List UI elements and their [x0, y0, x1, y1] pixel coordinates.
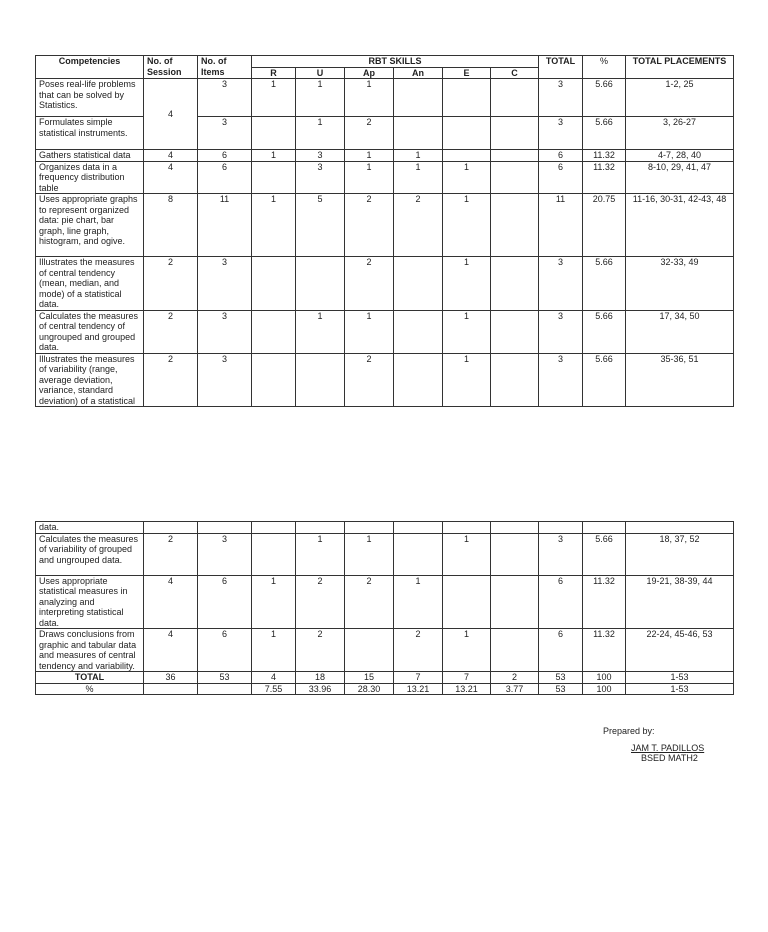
skill-c-cell — [491, 79, 539, 117]
session-cell: 2 — [144, 257, 198, 311]
total-cell: 3 — [539, 353, 583, 407]
competency-cell: Calculates the measures of central tendency of ungrouped and grouped data. — [36, 310, 144, 353]
skill-ap-cell: 1 — [345, 533, 394, 575]
skill-c-cell — [491, 310, 539, 353]
skill-an-cell — [394, 79, 443, 117]
header-total-placements: TOTAL PLACEMENTS — [626, 56, 734, 79]
skill-c-cell: 2 — [491, 672, 539, 684]
header-skill-ap: Ap — [345, 67, 394, 79]
preparer-name: JAM T. PADILLOS — [631, 743, 705, 753]
placements-cell: 17, 34, 50 — [626, 310, 734, 353]
skill-an-cell: 7 — [394, 672, 443, 684]
skill-r-cell: 1 — [252, 194, 296, 257]
total-cell: 3 — [539, 117, 583, 150]
skill-an-cell: 1 — [394, 161, 443, 194]
skill-e-cell: 1 — [443, 310, 491, 353]
header-skill-an: An — [394, 67, 443, 79]
competency-cell: Uses appropriate graphs to represent organized data: pie chart, bar graph, line graph, histogram, and ogive. — [36, 194, 144, 257]
skill-ap-cell: 2 — [345, 575, 394, 629]
total-cell: 3 — [539, 257, 583, 311]
skill-r-cell: 7.55 — [252, 683, 296, 695]
placements-cell: 3, 26-27 — [626, 117, 734, 150]
skill-e-cell: 1 — [443, 161, 491, 194]
session-cell: 8 — [144, 194, 198, 257]
skill-c-cell — [491, 257, 539, 311]
placements-cell: 18, 37, 52 — [626, 533, 734, 575]
skill-an-cell: 2 — [394, 194, 443, 257]
header-skill-e: E — [443, 67, 491, 79]
skill-u-cell: 33.96 — [296, 683, 345, 695]
skill-ap-cell: 2 — [345, 353, 394, 407]
skill-c-cell — [491, 150, 539, 162]
header-no-of-session: No. of Session — [144, 56, 198, 79]
items-cell: 3 — [198, 533, 252, 575]
percent-cell: 100 — [583, 683, 626, 695]
table-row — [36, 194, 734, 257]
total-cell: 53 — [539, 672, 583, 684]
skill-r-cell — [252, 533, 296, 575]
skill-ap-cell: 2 — [345, 117, 394, 150]
percent-cell: 20.75 — [583, 194, 626, 257]
header-skill-c: C — [491, 67, 539, 79]
skill-u-cell: 1 — [296, 117, 345, 150]
skill-e-cell: 1 — [443, 353, 491, 407]
skill-r-cell: 1 — [252, 150, 296, 162]
items-cell: 6 — [198, 575, 252, 629]
tos-table-part2 — [35, 521, 734, 695]
session-cell: 4 — [144, 150, 198, 162]
skill-an-cell — [394, 533, 443, 575]
items-cell: 6 — [198, 150, 252, 162]
skill-ap-cell: 2 — [345, 194, 394, 257]
skill-e-cell: 1 — [443, 194, 491, 257]
table-row — [36, 629, 734, 672]
preparer-title: BSED MATH2 — [641, 753, 698, 763]
session-cell: 4 — [144, 161, 198, 194]
placements-cell: 19-21, 38-39, 44 — [626, 575, 734, 629]
competency-cell: Poses real-life problems that can be solved by Statistics. — [36, 79, 144, 117]
skill-u-cell: 1 — [296, 310, 345, 353]
competency-continuation-cell: data. — [36, 522, 144, 534]
percent-cell: 11.32 — [583, 161, 626, 194]
skill-u-cell: 2 — [296, 629, 345, 672]
items-cell: 3 — [198, 79, 252, 117]
placements-cell: 1-2, 25 — [626, 79, 734, 117]
skill-an-cell: 2 — [394, 629, 443, 672]
skill-e-cell — [443, 575, 491, 629]
skill-ap-cell: 28.30 — [345, 683, 394, 695]
skill-ap-cell: 1 — [345, 161, 394, 194]
skill-c-cell — [491, 117, 539, 150]
items-cell: 3 — [198, 257, 252, 311]
table-row — [36, 522, 734, 534]
placements-cell: 4-7, 28, 40 — [626, 150, 734, 162]
skill-an-cell — [394, 353, 443, 407]
total-label: TOTAL — [36, 672, 144, 684]
percent-cell: 5.66 — [583, 353, 626, 407]
skill-r-cell: 1 — [252, 79, 296, 117]
items-cell: 6 — [198, 629, 252, 672]
table-row — [36, 117, 734, 150]
competency-cell: Gathers statistical data — [36, 150, 144, 162]
items-cell: 6 — [198, 161, 252, 194]
skill-c-cell — [491, 161, 539, 194]
skill-c-cell — [491, 575, 539, 629]
skill-e-cell: 13.21 — [443, 683, 491, 695]
skill-ap-cell: 15 — [345, 672, 394, 684]
placements-cell: 1-53 — [626, 683, 734, 695]
total-cell: 6 — [539, 150, 583, 162]
skill-ap-cell: 2 — [345, 257, 394, 311]
percent-label: % — [36, 683, 144, 695]
skill-e-cell — [443, 150, 491, 162]
skill-an-cell — [394, 257, 443, 311]
percent-cell: 5.66 — [583, 533, 626, 575]
table-row — [36, 150, 734, 162]
skill-r-cell — [252, 353, 296, 407]
skill-r-cell: 1 — [252, 575, 296, 629]
skill-u-cell: 1 — [296, 533, 345, 575]
skill-an-cell: 1 — [394, 575, 443, 629]
skill-ap-cell: 1 — [345, 150, 394, 162]
total-cell: 11 — [539, 194, 583, 257]
skill-u-cell: 5 — [296, 194, 345, 257]
items-cell: 3 — [198, 117, 252, 150]
header-rbt-skills: RBT SKILLS — [252, 56, 539, 68]
header-skill-r: R — [252, 67, 296, 79]
competency-cell: Calculates the measures of variability of grouped and ungrouped data. — [36, 533, 144, 575]
skill-c-cell: 3.77 — [491, 683, 539, 695]
skill-e-cell: 1 — [443, 629, 491, 672]
total-cell: 3 — [539, 79, 583, 117]
skill-u-cell: 1 — [296, 79, 345, 117]
total-cell: 6 — [539, 629, 583, 672]
placements-cell: 35-36, 51 — [626, 353, 734, 407]
skill-r-cell — [252, 161, 296, 194]
skill-ap-cell: 1 — [345, 79, 394, 117]
percent-cell: 5.66 — [583, 79, 626, 117]
skill-an-cell: 1 — [394, 150, 443, 162]
competency-cell: Uses appropriate statistical measures in analyzing and interpreting statistical data. — [36, 575, 144, 629]
session-cell: 4 — [144, 575, 198, 629]
session-cell: 2 — [144, 353, 198, 407]
skill-r-cell — [252, 310, 296, 353]
total-cell: 3 — [539, 310, 583, 353]
skill-an-cell: 13.21 — [394, 683, 443, 695]
skill-u-cell — [296, 257, 345, 311]
session-cell: 2 — [144, 533, 198, 575]
skill-u-cell: 3 — [296, 150, 345, 162]
prepared-by-label: Prepared by: — [603, 726, 655, 736]
total-cell: 6 — [539, 575, 583, 629]
items-cell: 3 — [198, 353, 252, 407]
placements-cell: 8-10, 29, 41, 47 — [626, 161, 734, 194]
skill-u-cell: 2 — [296, 575, 345, 629]
items-cell: 3 — [198, 310, 252, 353]
skill-e-cell — [443, 117, 491, 150]
header-percent: % — [583, 56, 626, 79]
skill-c-cell — [491, 194, 539, 257]
skill-c-cell — [491, 629, 539, 672]
skill-r-cell — [252, 257, 296, 311]
session-cell — [144, 683, 198, 695]
percent-cell: 100 — [583, 672, 626, 684]
placements-cell: 32-33, 49 — [626, 257, 734, 311]
skill-r-cell: 1 — [252, 629, 296, 672]
items-cell — [198, 683, 252, 695]
table-row — [36, 310, 734, 353]
percent-cell: 5.66 — [583, 310, 626, 353]
table-row — [36, 353, 734, 407]
skill-u-cell: 18 — [296, 672, 345, 684]
percent-cell: 5.66 — [583, 257, 626, 311]
tos-table-part1 — [35, 55, 734, 407]
table-row — [36, 79, 734, 117]
skill-r-cell — [252, 117, 296, 150]
skill-e-cell: 7 — [443, 672, 491, 684]
total-cell: 3 — [539, 533, 583, 575]
competency-cell: Illustrates the measures of central tendency (mean, median, and mode) of a statistical data. — [36, 257, 144, 311]
skill-e-cell: 1 — [443, 533, 491, 575]
table-row — [36, 533, 734, 575]
competency-cell: Organizes data in a frequency distribution table — [36, 161, 144, 194]
skill-r-cell: 4 — [252, 672, 296, 684]
header-competencies: Competencies — [36, 56, 144, 79]
skill-u-cell: 3 — [296, 161, 345, 194]
header-no-of-items: No. of Items — [198, 56, 252, 79]
session-cell: 4 — [144, 629, 198, 672]
total-cell: 6 — [539, 161, 583, 194]
skill-e-cell — [443, 79, 491, 117]
table-row — [36, 161, 734, 194]
total-cell: 53 — [539, 683, 583, 695]
skill-u-cell — [296, 353, 345, 407]
competency-cell: Illustrates the measures of variability (range, average deviation, variance, standard deviation) of a statistical — [36, 353, 144, 407]
placements-cell: 1-53 — [626, 672, 734, 684]
skill-an-cell — [394, 117, 443, 150]
header-skill-u: U — [296, 67, 345, 79]
competency-cell: Formulates simple statistical instruments. — [36, 117, 144, 150]
skill-e-cell: 1 — [443, 257, 491, 311]
percent-cell: 11.32 — [583, 575, 626, 629]
percent-row — [36, 683, 734, 695]
percent-cell: 11.32 — [583, 629, 626, 672]
placements-cell: 22-24, 45-46, 53 — [626, 629, 734, 672]
percent-cell: 5.66 — [583, 117, 626, 150]
percent-cell: 11.32 — [583, 150, 626, 162]
items-cell: 11 — [198, 194, 252, 257]
table-row — [36, 575, 734, 629]
skill-ap-cell: 1 — [345, 310, 394, 353]
session-cell: 36 — [144, 672, 198, 684]
header-total: TOTAL — [539, 56, 583, 79]
skill-ap-cell — [345, 629, 394, 672]
competency-cell: Draws conclusions from graphic and tabular data and measures of central tendency and variability. — [36, 629, 144, 672]
session-cell: 2 — [144, 310, 198, 353]
skill-an-cell — [394, 310, 443, 353]
table-row — [36, 257, 734, 311]
total-row — [36, 672, 734, 684]
items-cell: 53 — [198, 672, 252, 684]
skill-c-cell — [491, 533, 539, 575]
skill-c-cell — [491, 353, 539, 407]
session-cell: 4 — [144, 79, 198, 150]
placements-cell: 11-16, 30-31, 42-43, 48 — [626, 194, 734, 257]
